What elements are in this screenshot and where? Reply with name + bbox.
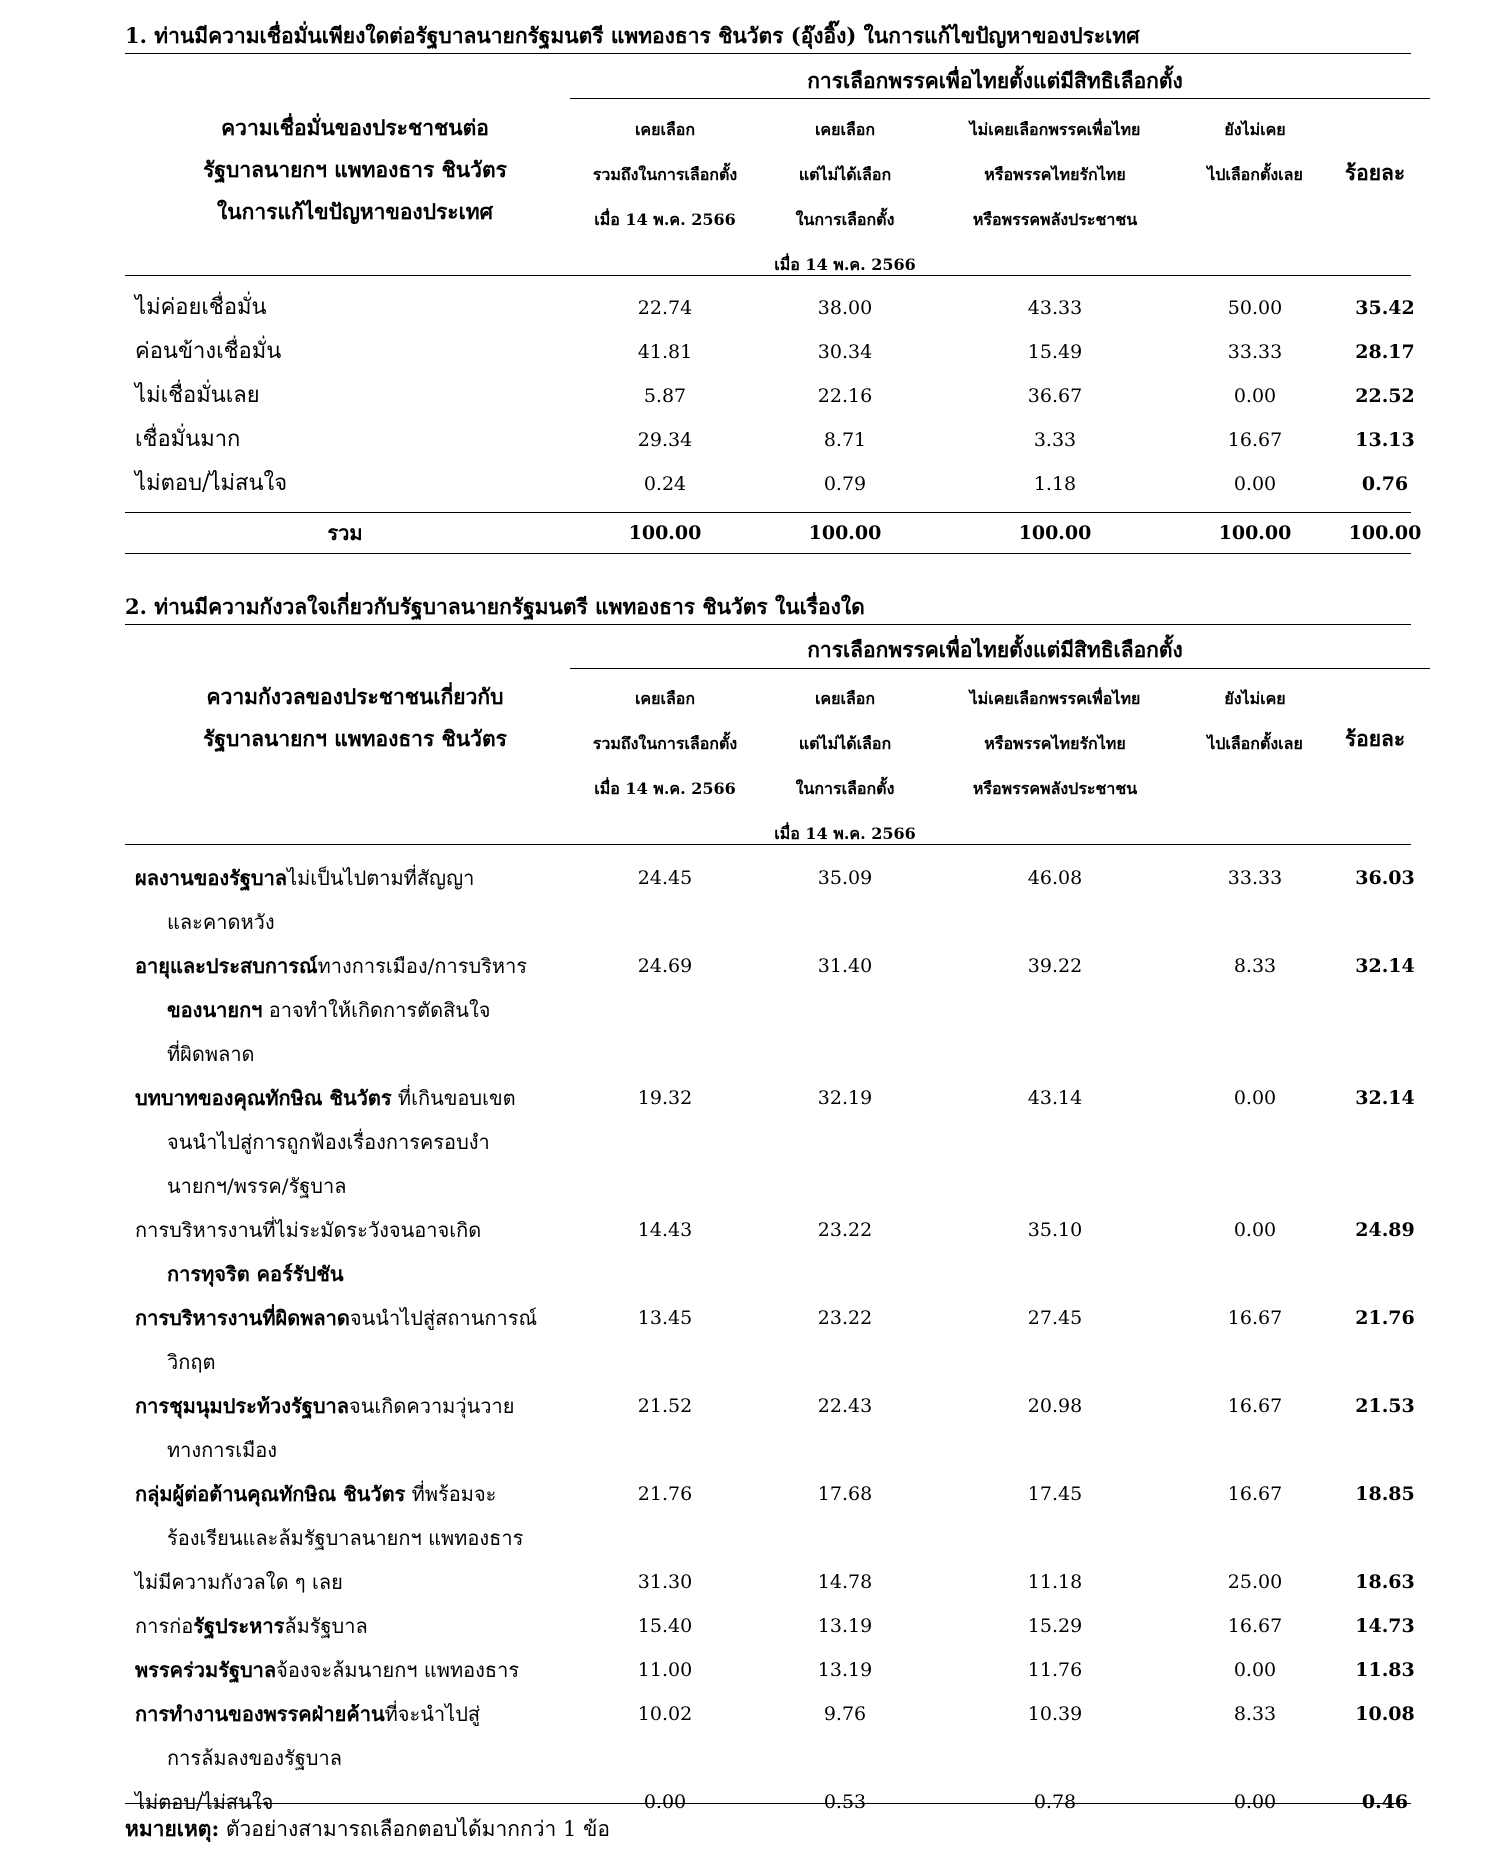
table-row xyxy=(125,286,1415,330)
row-label xyxy=(135,1076,605,1208)
row-label-line xyxy=(135,988,605,1032)
value-cell: 43.33 xyxy=(1027,297,1083,319)
row-label-line xyxy=(135,1604,605,1648)
label-segment: จนเกิดความวุ่นวาย xyxy=(349,1394,515,1418)
row-label-line xyxy=(135,1032,605,1076)
value-cell: 15.49 xyxy=(1027,341,1083,363)
label-segment: ที่ผิดพลาด xyxy=(167,1042,255,1066)
section-1 xyxy=(125,22,1422,545)
col-header-line: ในการเลือกตั้ง xyxy=(795,210,895,229)
total-row xyxy=(125,518,1422,548)
label-segment: จนนำไปสู่การถูกฟ้องเรื่องการครอบงำ xyxy=(167,1130,490,1154)
value-cell: 33.33 xyxy=(1227,341,1283,363)
table-row xyxy=(125,944,1415,1076)
total-cell: 100.00 xyxy=(808,522,882,544)
label-segment: อายุและประสบการณ์ xyxy=(135,954,318,978)
value-cell: 0.53 xyxy=(823,1791,867,1813)
dimension-header-line: รัฐบาลนายกฯ แพทองธาร ชินวัตร xyxy=(203,157,507,182)
section-2-bottom-rule xyxy=(125,1803,1411,1804)
label-segment: ไม่ตอบ/ไม่สนใจ xyxy=(135,1790,274,1814)
label-segment: ทางการเมือง/การบริหาร xyxy=(317,954,528,978)
percent-cell: 35.42 xyxy=(1355,297,1415,319)
label-segment: ผลงานของรัฐบาล xyxy=(135,866,288,890)
total-cell: 100.00 xyxy=(628,522,702,544)
col-header-line: เมื่อ 14 พ.ค. 2566 xyxy=(594,210,736,229)
value-cell: 31.40 xyxy=(817,955,873,977)
table-row xyxy=(125,418,1415,462)
value-cell: 39.22 xyxy=(1027,955,1083,977)
percent-cell: 21.53 xyxy=(1355,1395,1415,1417)
col-header-line: ยังไม่เคย xyxy=(1224,120,1286,139)
value-cell: 13.45 xyxy=(637,1307,693,1329)
value-cell: 29.34 xyxy=(637,429,693,451)
value-cell: 0.00 xyxy=(1233,1659,1277,1681)
dimension-header-line: ความเชื่อมั่นของประชาชนต่อ xyxy=(221,115,489,140)
table-row xyxy=(125,1472,1415,1560)
percent-cell: 18.63 xyxy=(1355,1571,1415,1593)
row-label-line xyxy=(135,944,605,988)
value-cell: 19.32 xyxy=(637,1087,693,1109)
label-segment: การล้มลงของรัฐบาล xyxy=(167,1746,342,1770)
table-row xyxy=(125,462,1411,506)
row-label xyxy=(135,1692,605,1780)
section-2-dimension-header xyxy=(155,676,555,760)
value-cell: 31.30 xyxy=(637,1571,693,1593)
value-cell: 0.00 xyxy=(1233,1791,1277,1813)
value-cell: 25.00 xyxy=(1227,1571,1283,1593)
value-cell: 23.22 xyxy=(817,1219,873,1241)
table-row xyxy=(125,856,1415,944)
section-2 xyxy=(125,593,1415,1814)
value-cell: 11.18 xyxy=(1027,1571,1083,1593)
percent-cell: 22.52 xyxy=(1355,385,1415,407)
col-header-line: รวมถึงในการเลือกตั้ง xyxy=(592,734,738,753)
label-segment: จ้องจะล้มนายกฯ แพทองธาร xyxy=(276,1658,520,1682)
row-label-line xyxy=(135,1120,605,1164)
value-cell: 22.43 xyxy=(817,1395,873,1417)
row-label-line xyxy=(135,1296,605,1340)
label-segment: ไม่มีความกังวลใด ๆ เลย xyxy=(135,1570,343,1594)
value-cell: 0.00 xyxy=(1233,385,1277,407)
table-row xyxy=(125,1296,1415,1384)
value-cell: 10.39 xyxy=(1027,1703,1083,1725)
percent-cell: 0.46 xyxy=(1361,1791,1409,1813)
row-label xyxy=(135,1384,605,1472)
col-header-line: ยังไม่เคย xyxy=(1224,689,1286,708)
section-2-group-header: การเลือกพรรคเพื่อไทยตั้งแต่มีสิทธิเลือกตั้ง xyxy=(807,637,1183,662)
section-2-col-header-1 xyxy=(575,676,755,811)
percent-cell: 21.76 xyxy=(1355,1307,1415,1329)
value-cell: 8.33 xyxy=(1233,955,1277,977)
footnote-prefix: หมายเหตุ: xyxy=(125,1816,220,1841)
section-2-title: 2. ท่านมีความกังวลใจเกี่ยวกับรัฐบาลนายกรัฐมนตรี แพทองธาร ชินวัตร ในเรื่องใด xyxy=(125,594,865,619)
section-2-top-rule xyxy=(125,624,1411,625)
col-header-line: ไปเลือกตั้งเลย xyxy=(1207,734,1303,753)
label-segment: จนนำไปสู่สถานการณ์ xyxy=(349,1306,538,1330)
section-1-group-header: การเลือกพรรคเพื่อไทยตั้งแต่มีสิทธิเลือกตั้ง xyxy=(807,68,1183,93)
col-header-line: รวมถึงในการเลือกตั้ง xyxy=(592,165,738,184)
section-2-rows xyxy=(125,856,1415,1824)
section-1-col-header-3 xyxy=(935,107,1175,242)
row-label-line xyxy=(135,900,605,944)
label-segment: ทางการเมือง xyxy=(167,1438,278,1462)
col-header-line: ไม่เคยเลือกพรรคเพื่อไทย xyxy=(969,689,1141,708)
label-segment: การทำงานของพรรคฝ่ายค้าน xyxy=(135,1702,385,1726)
row-label-line xyxy=(135,1076,605,1120)
label-segment: ที่พร้อมจะ xyxy=(405,1482,497,1506)
value-cell: 41.81 xyxy=(637,341,693,363)
row-label: ไม่เชื่อมั่นเลย xyxy=(135,383,260,408)
value-cell: 13.19 xyxy=(817,1615,873,1637)
section-1-bottom-rule xyxy=(125,553,1411,554)
section-2-col-header-4 xyxy=(1175,676,1335,766)
percent-cell: 24.89 xyxy=(1355,1219,1415,1241)
total-cell: 100.00 xyxy=(1218,522,1292,544)
row-label xyxy=(135,1604,605,1648)
value-cell: 10.02 xyxy=(637,1703,693,1725)
section-2-group-rule xyxy=(570,668,1430,669)
value-cell: 30.34 xyxy=(817,341,873,363)
percent-cell: 13.13 xyxy=(1355,429,1415,451)
row-label xyxy=(135,1472,605,1560)
value-cell: 1.18 xyxy=(1033,473,1077,495)
section-1-col-header-1 xyxy=(575,107,755,242)
percent-cell: 32.14 xyxy=(1355,1087,1415,1109)
col-header-line: แต่ไม่ได้เลือก xyxy=(798,165,892,184)
value-cell: 5.87 xyxy=(643,385,687,407)
percent-cell: 0.76 xyxy=(1361,473,1409,495)
row-label: ไม่ตอบ/ไม่สนใจ xyxy=(135,471,288,496)
row-label-line xyxy=(135,1208,605,1252)
value-cell: 15.40 xyxy=(637,1615,693,1637)
value-cell: 17.45 xyxy=(1027,1483,1083,1505)
label-segment: ของนายกฯ xyxy=(167,998,263,1022)
row-label-line xyxy=(135,1384,605,1428)
section-2-col-header-2 xyxy=(755,676,935,856)
section-1-group-rule xyxy=(570,98,1430,99)
table-row xyxy=(125,1208,1415,1296)
label-segment: การบริหารงานที่ไม่ระมัดระวังจนอาจเกิด xyxy=(135,1218,482,1242)
section-2-col-header-3 xyxy=(935,676,1175,811)
value-cell: 17.68 xyxy=(817,1483,873,1505)
footnote-text: ตัวอย่างสามารถเลือกตอบได้มากกว่า 1 ข้อ xyxy=(219,1817,610,1841)
value-cell: 8.71 xyxy=(823,429,867,451)
value-cell: 20.98 xyxy=(1027,1395,1083,1417)
value-cell: 32.19 xyxy=(817,1087,873,1109)
row-label-line xyxy=(135,1472,605,1516)
percent-cell: 10.08 xyxy=(1355,1703,1415,1725)
col-header-line: เคยเลือก xyxy=(634,689,696,708)
value-cell: 14.43 xyxy=(637,1219,693,1241)
label-segment: การก่อ xyxy=(135,1614,194,1638)
row-label xyxy=(135,1560,605,1604)
col-header-line: ไม่เคยเลือกพรรคเพื่อไทย xyxy=(969,120,1141,139)
value-cell: 21.76 xyxy=(637,1483,693,1505)
section-1-total-rule xyxy=(125,512,1411,513)
value-cell: 8.33 xyxy=(1233,1703,1277,1725)
col-header-line: ไปเลือกตั้งเลย xyxy=(1207,165,1303,184)
col-header-line: แต่ไม่ได้เลือก xyxy=(798,734,892,753)
value-cell: 16.67 xyxy=(1227,1307,1283,1329)
section-1-col-header-2 xyxy=(755,107,935,287)
value-cell: 16.67 xyxy=(1227,1615,1283,1637)
col-header-line: หรือพรรคไทยรักไทย xyxy=(984,734,1126,753)
value-cell: 38.00 xyxy=(817,297,873,319)
value-cell: 27.45 xyxy=(1027,1307,1083,1329)
label-segment: รัฐประหาร xyxy=(193,1614,285,1638)
value-cell: 9.76 xyxy=(823,1703,867,1725)
percent-cell: 28.17 xyxy=(1355,341,1415,363)
section-1-percent-header: ร้อยละ xyxy=(1344,160,1406,185)
value-cell: 35.10 xyxy=(1027,1219,1083,1241)
label-segment: และคาดหวัง xyxy=(167,910,275,934)
col-header-line: เมื่อ 14 พ.ค. 2566 xyxy=(774,255,916,274)
row-label xyxy=(135,1296,605,1384)
value-cell: 0.00 xyxy=(1233,1219,1277,1241)
value-cell: 0.78 xyxy=(1033,1791,1077,1813)
row-label: ไม่ค่อยเชื่อมั่น xyxy=(135,295,267,320)
table-row xyxy=(125,1076,1415,1208)
percent-cell: 18.85 xyxy=(1355,1483,1415,1505)
value-cell: 0.24 xyxy=(643,473,687,495)
dimension-header-line: รัฐบาลนายกฯ แพทองธาร ชินวัตร xyxy=(203,726,507,751)
value-cell: 35.09 xyxy=(817,867,873,889)
percent-cell: 32.14 xyxy=(1355,955,1415,977)
section-1-rows xyxy=(125,286,1415,506)
row-label-line xyxy=(135,856,605,900)
col-header-line: เมื่อ 14 พ.ค. 2566 xyxy=(774,824,916,843)
value-cell: 0.00 xyxy=(1233,473,1277,495)
value-cell: 16.67 xyxy=(1227,429,1283,451)
table-row xyxy=(125,1648,1415,1692)
value-cell: 22.16 xyxy=(817,385,873,407)
label-segment: วิกฤต xyxy=(167,1350,216,1374)
label-segment: ที่เกินขอบเขต xyxy=(391,1086,516,1110)
section-1-top-rule xyxy=(125,53,1411,54)
col-header-line: เมื่อ 14 พ.ค. 2566 xyxy=(594,779,736,798)
value-cell: 0.00 xyxy=(643,1791,687,1813)
table-row xyxy=(125,1692,1415,1780)
table-row xyxy=(125,374,1415,418)
total-cell: 100.00 xyxy=(1018,522,1092,544)
col-header-line: หรือพรรคพลังประชาชน xyxy=(972,210,1138,229)
label-segment: ร้องเรียนและล้มรัฐบาลนายกฯ แพทองธาร xyxy=(167,1526,524,1550)
section-1-dimension-header xyxy=(155,107,555,233)
section-1-header-rule xyxy=(125,275,1411,276)
label-segment: พรรคร่วมรัฐบาล xyxy=(135,1658,277,1682)
col-header-line: ในการเลือกตั้ง xyxy=(795,779,895,798)
percent-cell: 14.73 xyxy=(1355,1615,1415,1637)
percent-cell: 11.83 xyxy=(1355,1659,1415,1681)
value-cell: 24.45 xyxy=(637,867,693,889)
col-header-line: หรือพรรคไทยรักไทย xyxy=(984,165,1126,184)
percent-cell: 36.03 xyxy=(1355,867,1415,889)
value-cell: 13.19 xyxy=(817,1659,873,1681)
row-label-line xyxy=(135,1252,605,1296)
total-percent-cell: 100.00 xyxy=(1348,522,1422,544)
row-label-line xyxy=(135,1560,605,1604)
col-header-line: เคยเลือก xyxy=(634,120,696,139)
section-2-percent-header: ร้อยละ xyxy=(1344,726,1406,751)
value-cell: 14.78 xyxy=(817,1571,873,1593)
value-cell: 33.33 xyxy=(1227,867,1283,889)
dimension-header-line: ความกังวลของประชาชนเกี่ยวกับ xyxy=(206,684,504,709)
row-label xyxy=(135,944,605,1076)
row-label: ค่อนข้างเชื่อมั่น xyxy=(135,339,282,364)
value-cell: 16.67 xyxy=(1227,1395,1283,1417)
value-cell: 15.29 xyxy=(1027,1615,1083,1637)
label-segment: การทุจริต คอร์รัปชัน xyxy=(167,1262,344,1286)
table-row xyxy=(125,330,1415,374)
row-label-line xyxy=(135,1736,605,1780)
row-label-line xyxy=(135,1516,605,1560)
label-segment: ล้มรัฐบาล xyxy=(284,1614,368,1638)
row-label-line xyxy=(135,1692,605,1736)
table-row xyxy=(125,1604,1415,1648)
label-segment: ไม่เป็นไปตามที่สัญญา xyxy=(287,866,475,890)
label-segment: การบริหารงานที่ผิดพลาด xyxy=(135,1306,350,1330)
value-cell: 16.67 xyxy=(1227,1483,1283,1505)
value-cell: 22.74 xyxy=(637,297,693,319)
label-segment: กลุ่มผู้ต่อต้านคุณทักษิณ ชินวัตร xyxy=(135,1482,406,1506)
label-segment: นายกฯ/พรรค/รัฐบาล xyxy=(167,1174,347,1198)
value-cell: 3.33 xyxy=(1033,429,1077,451)
value-cell: 36.67 xyxy=(1027,385,1083,407)
value-cell: 23.22 xyxy=(817,1307,873,1329)
value-cell: 0.79 xyxy=(823,473,867,495)
col-header-line: เคยเลือก xyxy=(814,689,876,708)
section-1-title: 1. ท่านมีความเชื่อมั่นเพียงใดต่อรัฐบาลนายกรัฐมนตรี แพทองธาร ชินวัตร (อุ๊งอิ๊ง) ในการแก้ไขปัญหาของประเทศ xyxy=(125,23,1140,48)
total-label: รวม xyxy=(327,521,363,545)
value-cell: 50.00 xyxy=(1227,297,1283,319)
label-segment: บทบาทของคุณทักษิณ ชินวัตร xyxy=(135,1086,392,1110)
label-segment: อาจทำให้เกิดการตัดสินใจ xyxy=(262,998,491,1022)
table-row xyxy=(125,1384,1415,1472)
col-header-line: เคยเลือก xyxy=(814,120,876,139)
col-header-line: หรือพรรคพลังประชาชน xyxy=(972,779,1138,798)
row-label xyxy=(135,1208,605,1296)
row-label-line xyxy=(135,1164,605,1208)
section-2-header-rule xyxy=(125,844,1411,845)
value-cell: 24.69 xyxy=(637,955,693,977)
row-label xyxy=(135,856,605,944)
value-cell: 46.08 xyxy=(1027,867,1083,889)
row-label xyxy=(135,1648,605,1692)
value-cell: 21.52 xyxy=(637,1395,693,1417)
row-label-line xyxy=(135,1340,605,1384)
row-label-line xyxy=(135,1648,605,1692)
value-cell: 11.76 xyxy=(1027,1659,1083,1681)
footnote xyxy=(125,1815,610,1843)
label-segment: ที่จะนำไปสู่ xyxy=(384,1702,481,1726)
section-1-col-header-4 xyxy=(1175,107,1335,197)
table-row xyxy=(125,1560,1415,1604)
value-cell: 0.00 xyxy=(1233,1087,1277,1109)
value-cell: 43.14 xyxy=(1027,1087,1083,1109)
label-segment: การชุมนุมประท้วงรัฐบาล xyxy=(135,1394,350,1418)
row-label: เชื่อมั่นมาก xyxy=(135,427,241,452)
value-cell: 11.00 xyxy=(637,1659,693,1681)
dimension-header-line: ในการแก้ไขปัญหาของประเทศ xyxy=(217,199,493,224)
row-label-line xyxy=(135,1428,605,1472)
